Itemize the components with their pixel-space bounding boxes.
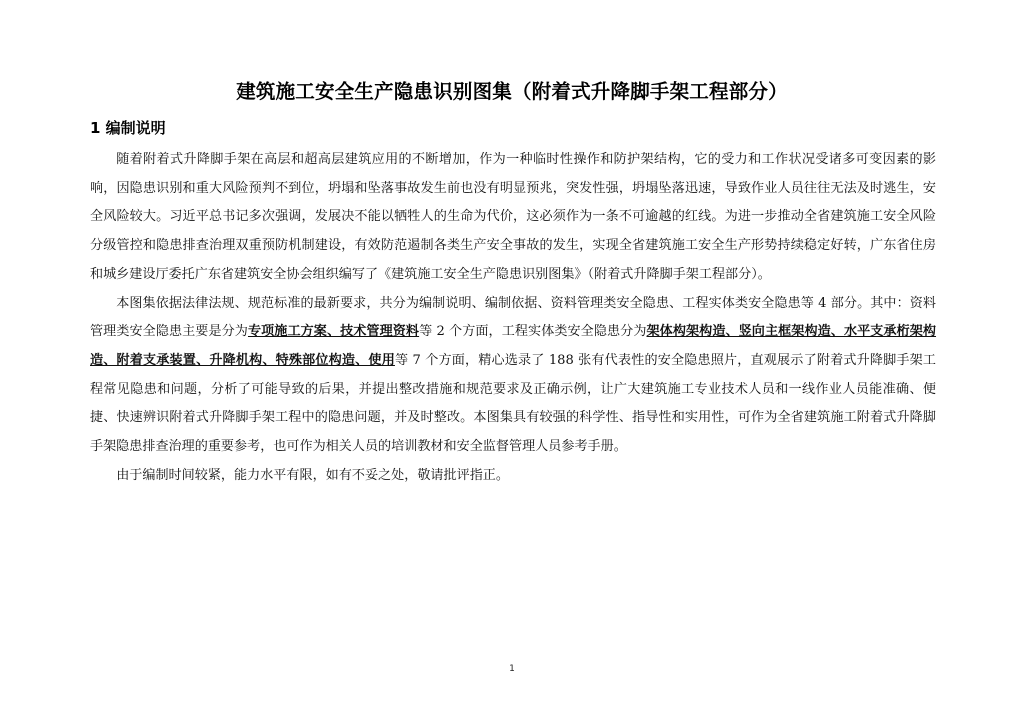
document-title: 建筑施工安全生产隐患识别图集（附着式升降脚手架工程部分） — [236, 80, 788, 103]
emphasis-document-categories: 专项施工方案、技术管理资料 — [247, 324, 420, 340]
section-heading: 1 编制说明 — [90, 119, 166, 137]
paragraph-structure — [90, 290, 936, 462]
paragraph-background: 随着附着式升降脚手架在高层和超高层建筑应用的不断增加，作为一种临时性操作和防护架结构，它的受力和工作状况受诸多可变因素的影响，因隐患识别和重大风险预判不到位，坍塌和坠落事故发生前也没有明显预兆，突发性强，坍塌坠落迅速，导致作业人员往往无法及时逃生，安全风险较大。习近平总书记多次强调，发展决不能以牺牲人的生命为代价，这必须作为一条不可逾越的红线。为进一步推动全省建筑施工安全风险分级管控和隐患排查治理双重预防机制建设，有效防范遏制各类生产安全事故的发生，实现全省建筑施工安全生产形势持续稳定好转，广东省住房和城乡建设厅委托广东省建筑安全协会组织编写了《建筑施工安全生产隐患识别图集》（附着式升降脚手架工程部分）。 — [90, 152, 936, 282]
page-number: 1 — [509, 664, 515, 674]
paragraph-structure-text-2: 等 2 个方面，工程实体类安全隐患分为 — [419, 324, 647, 340]
emphasis-entity-categories: 架体构架构造、竖向主框架构造、水平支承桁架构造、附着支承装置、升降机构、特殊部位构造、使用 — [90, 324, 937, 368]
paragraph-structure-text-1: 本图集依据法律法规、规范标准的最新要求，共分为编制说明、编制依据、资料管理类安全隐患、工程实体类安全隐患等 4 部分。其中：资料管理类安全隐患主要是分为 — [90, 295, 936, 340]
paragraph-closing: 由于编制时间较紧，能力水平有限，如有不妥之处，敬请批评指正。 — [116, 467, 509, 483]
paragraph-structure-text-3: 等 7 个方面，精心选录了 188 张有代表性的安全隐患照片，直观展示了附着式升降脚手架工程常见隐患和问题，分析了可能导致的后果，并提出整改措施和规范要求及正确示例，让广大建筑施工专业技术人员和一线作业人员能准确、便捷、快速辨识附着式升降脚手架工程中的隐患问题，并及时整改。本图集具有较强的科学性、指导性和实用性，可作为全省建筑施工附着式升降脚手架隐患排查治理的重要参考，也可作为相关人员的培训教材和安全监督管理人员参考手册。 — [90, 352, 936, 455]
body-text — [90, 146, 936, 490]
